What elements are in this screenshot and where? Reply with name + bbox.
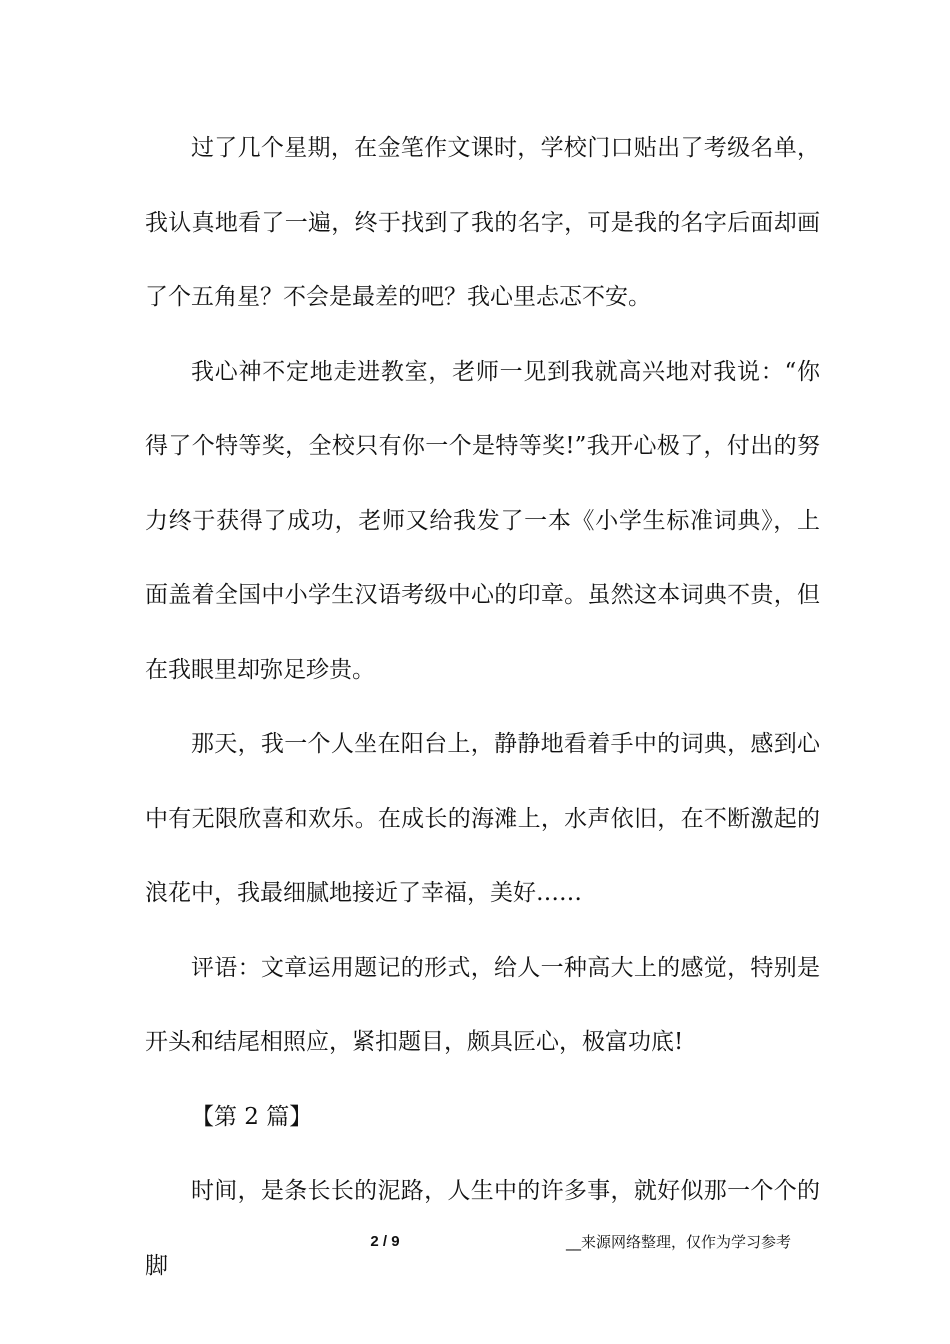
paragraph-2: 我心神不定地走进教室，老师一见到我就高兴地对我说：“你得了个特等奖，全校只有你一个是特等奖!”我开心极了，付出的努力终于获得了成功，老师又给我发了一本《小学生标准词典》，上面盖着全国中小学生汉语考级中心的印章。虽然这本词典不贵，但在我眼里却弥足珍贵。 [145,358,820,683]
comment-paragraph: 评语：文章运用题记的形式，给人一种高大上的感觉，特别是开头和结尾相照应，紧扣题目，颇具匠心，极富功底! [145,954,820,1055]
section-heading: 【第 2 篇】 [191,1103,313,1130]
paragraph-5: 时间，是条长长的泥路，人生中的许多事，就好似那一个个的脚 [145,1178,820,1279]
page-number: 2 / 9 [370,1233,400,1250]
document-body [145,111,820,1303]
paragraph-3: 那天，我一个人坐在阳台上，静静地看着手中的词典，感到心中有无限欣喜和欢乐。在成长的海滩上，水声依旧，在不断激起的浪花中，我最细腻地接近了幸福，美好…… [145,731,820,906]
page-footer [0,1230,950,1254]
paragraph-1: 过了几个星期，在金笔作文课时，学校门口贴出了考级名单，我认真地看了一遍，终于找到了我的名字，可是我的名字后面却画了个五角星？不会是最差的吧？我心里忐忑不安。 [145,135,820,310]
source-note: __来源网络整理，仅作为学习参考 [566,1233,792,1251]
